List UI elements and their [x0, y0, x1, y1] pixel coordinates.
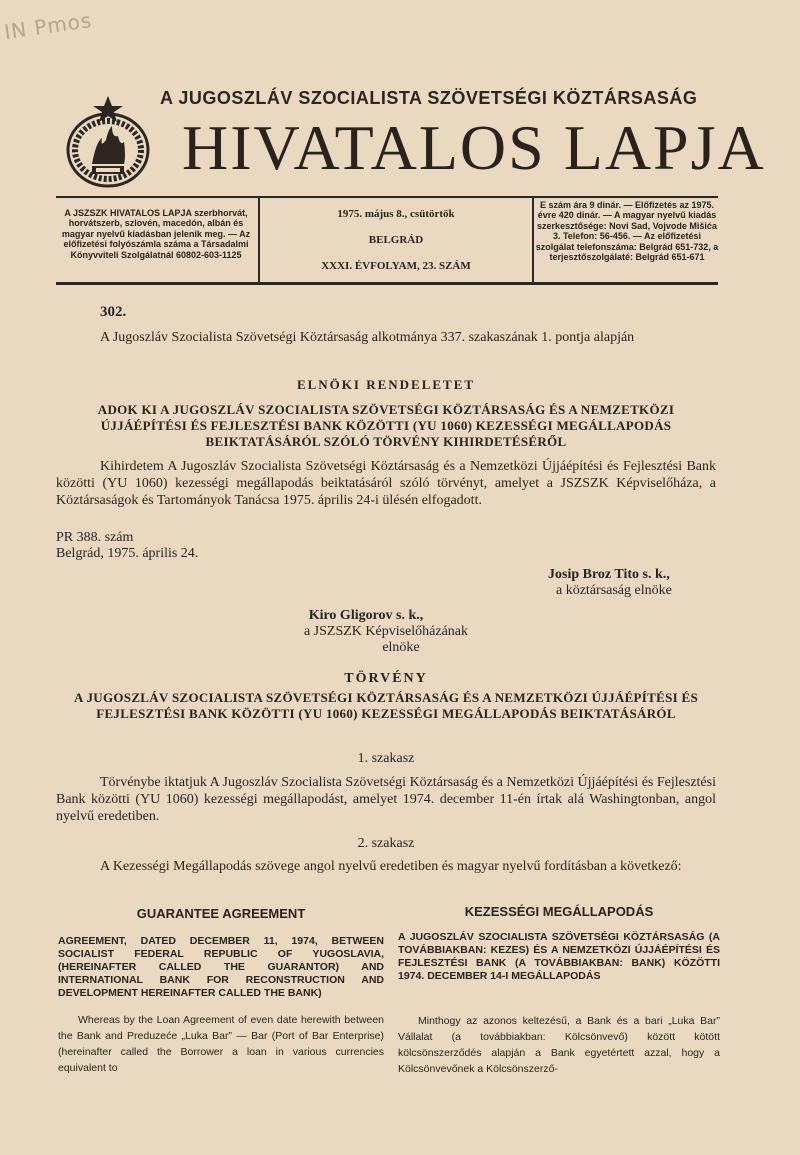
header-rule-bottom [56, 282, 718, 285]
english-body: Whereas by the Loan Agreement of even date herewith between the Bank and Preduzeće „Luka Bar” — Bar (Port of Bar Enterprise) (hereinafter called the Borrower a loan in various currencies equivalent to [58, 1014, 384, 1074]
hungarian-subheading: A JUGOSZLÁV SZOCIALISTA SZÖVETSÉGI KÖZTÁRSASÁG (A TOVÁBBIAKBAN: KEZES) ÉS A NEMZETKÖZI ÚJJÁÉPÍTÉSI ÉS FEJLESZTÉSI BANK (A TOVÁBBIAKBAN: BANK) KÖZÖTTI 1974. DECEMBER 14-I MEGÁLLAPODÁS [398, 931, 720, 982]
signature-gligorov-role-2: elnöke [382, 640, 420, 655]
issue-info [260, 208, 532, 282]
hungarian-heading: KEZESSÉGI MEGÁLLAPODÁS [464, 904, 654, 919]
signature-tito-name: Josip Broz Tito s. k., [548, 567, 670, 582]
document-number: 302. [100, 304, 127, 320]
place-date: Belgrád, 1975. április 24. [56, 546, 199, 561]
decree-text: Kihirdetem A Jugoszláv Szocialista Szövetségi Köztársaság és a Nemzetközi Újjáépítési és Fejlesztési Bank közötti (YU 1060) kezességi megállapodás beiktatásáról szóló törvényt, amelyet a JSZSZK Képviselőháza, a Köztársaságok és Tartományok Tanácsa 1975. április 24-i ülésén elfogadott. [56, 459, 716, 508]
masthead-subtitle: A JUGOSZLÁV SZOCIALISTA SZÖVETSÉGI KÖZTÁRSASÁG [160, 88, 698, 108]
issue-date: 1975. május 8., csütörtök [337, 208, 455, 220]
english-subheading: AGREEMENT, DATED DECEMBER 11, 1974, BETWEEN SOCIALIST FEDERAL REPUBLIC OF YUGOSLAVIA, (HEREINAFTER CALLED THE GUARANTOR) AND INTERNATIONAL BANK FOR RECONSTRUCTION AND DEVELOPMENT HEREINAFTER CALLED THE BANK) [58, 935, 384, 999]
masthead-title: HIVATALOS LAPJA [182, 112, 766, 183]
decree-title: ADOK KI A JUGOSZLÁV SZOCIALISTA SZÖVETSÉGI KÖZTÁRSASÁG ÉS A NEMZETKÖZI ÚJJÁÉPÍTÉSI ÉS FEJLESZTÉSI BANK KÖZÖTTI (YU 1060) KEZESSÉGI MEGÁLLAPODÁS BEIKTATÁSÁRÓL SZÓLÓ TÖRVÉNY KIHIRDETÉSÉRŐL [97, 402, 675, 449]
section-2-heading: 2. szakasz [357, 836, 415, 851]
signature-tito-role: a köztársaság elnöke [556, 583, 672, 598]
law-heading: TÖRVÉNY [344, 671, 428, 686]
english-column [58, 906, 384, 1076]
state-emblem-icon [62, 92, 154, 192]
decree-heading: ELNÖKI RENDELETET [296, 377, 476, 392]
handwritten-note: IN Pmos [2, 7, 94, 45]
issue-number: XXXI. ÉVFOLYAM, 23. SZÁM [321, 260, 471, 272]
hungarian-body: Minthogy az azonos keltezésű, a Bank és a bari „Luka Bar” Vállalat (a továbbiakban: Kölcsönvevő) között kötött kölcsönszerződés alapján a Bank egyetértett azzal, hogy a Kölcsönvevőnek a Kölcsönszerző- [398, 1015, 720, 1075]
price-info: E szám ára 9 dinár. — Előfizetés az 1975. évre 420 dinár. — A magyar nyelvű kiadás szerkesztősége: Novi Sad, Vojvode Mišića 3. Telefon: 56-456. — Az előfizetési szolgálat telefonszáma: Belgrád 651-732, a terjesztőszolgálaté: Belgrád 651-671 [535, 200, 719, 263]
signature-gligorov-role: a JSZSZK Képviselőházának [303, 624, 469, 639]
section-1-text: Törvénybe iktatjuk A Jugoszláv Szocialista Szövetségi Köztársaság és a Nemzetközi Újjáépítési és Fejlesztési Bank közötti (YU 1060) kezességi megállapodást, amelyet 1974. december 11-én írtak alá Washingtonban, angol nyelvű eredetiben. [56, 775, 716, 824]
section-2-text: A Kezességi Megállapodás szövege angol nyelvű eredetiben és magyar nyelvű fordításban a következő: [100, 859, 682, 874]
english-heading: GUARANTEE AGREEMENT [136, 906, 306, 921]
pr-number: PR 388. szám [56, 530, 134, 545]
header-rule-top [56, 196, 718, 198]
law-title: A JUGOSZLÁV SZOCIALISTA SZÖVETSÉGI KÖZTÁRSASÁG ÉS A NEMZETKÖZI ÚJJÁÉPÍTÉSI ÉS FEJLESZTÉSI BANK KÖZÖTTI (YU 1060) KEZESSÉGI MEGÁLLAPODÁS BEIKTATÁSÁRÓL [73, 690, 699, 721]
section-1-heading: 1. szakasz [357, 751, 415, 766]
signature-gligorov-name: Kiro Gligorov s. k., [308, 608, 424, 623]
issue-city: BELGRÁD [368, 234, 424, 246]
preamble: A Jugoszláv Szocialista Szövetségi Köztársaság alkotmánya 337. szakaszának 1. pontja alapján [100, 330, 635, 345]
subscription-info: A JSZSZK HIVATALOS LAPJA szerbhorvát, horvátszerb, szlovén, macedón, albán és magyar nyelvű kiadásban jelenik meg. — Az előfizetési folyószámla száma a Társadalmi Könyvviteli Szolgálatnál 60802-603-1125 [61, 208, 251, 260]
hungarian-column [398, 904, 720, 1077]
